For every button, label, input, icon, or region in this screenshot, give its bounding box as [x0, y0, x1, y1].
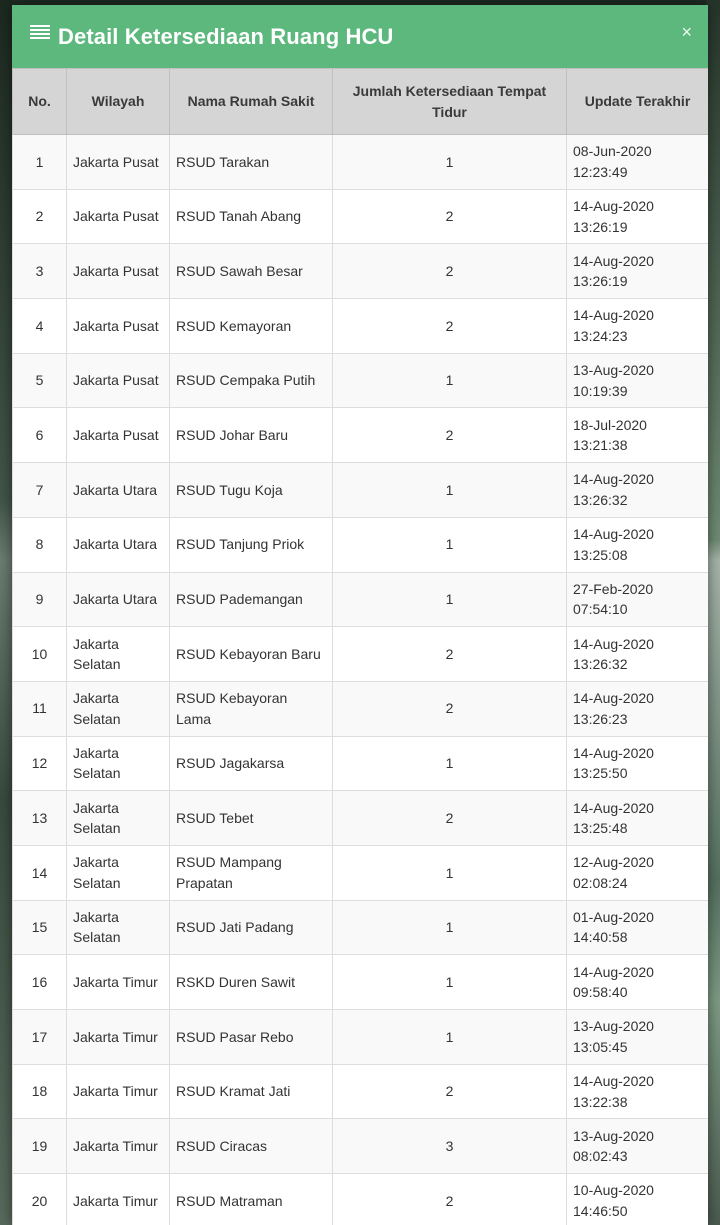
cell-rumah-sakit: RSUD Tebet — [170, 791, 333, 846]
hcu-availability-table — [12, 68, 708, 1225]
cell-jumlah: 1 — [333, 353, 567, 408]
cell-update: 14-Aug-2020 09:58:40 — [567, 955, 709, 1010]
cell-rumah-sakit: RSKD Duren Sawit — [170, 955, 333, 1010]
cell-no: 20 — [13, 1174, 67, 1225]
cell-update: 14-Aug-2020 13:22:38 — [567, 1064, 709, 1119]
cell-jumlah: 3 — [333, 1119, 567, 1174]
column-header-no[interactable]: No. — [13, 69, 67, 135]
cell-jumlah: 1 — [333, 1010, 567, 1065]
table-row — [13, 681, 709, 736]
cell-jumlah: 1 — [333, 572, 567, 627]
cell-jumlah: 2 — [333, 1064, 567, 1119]
cell-wilayah: Jakarta Selatan — [67, 736, 170, 791]
column-header-update[interactable]: Update Terakhir — [567, 69, 709, 135]
modal-title — [30, 24, 393, 50]
table-row — [13, 845, 709, 900]
cell-update: 27-Feb-2020 07:54:10 — [567, 572, 709, 627]
cell-wilayah: Jakarta Pusat — [67, 135, 170, 190]
cell-update: 14-Aug-2020 13:26:32 — [567, 463, 709, 518]
modal-title-text: Detail Ketersediaan Ruang HCU — [58, 23, 394, 49]
column-header-wilayah[interactable]: Wilayah — [67, 69, 170, 135]
cell-wilayah: Jakarta Utara — [67, 517, 170, 572]
table-row — [13, 1010, 709, 1065]
cell-jumlah: 1 — [333, 463, 567, 518]
cell-no: 2 — [13, 189, 67, 244]
cell-update: 14-Aug-2020 13:25:08 — [567, 517, 709, 572]
cell-rumah-sakit: RSUD Jati Padang — [170, 900, 333, 955]
cell-jumlah: 2 — [333, 791, 567, 846]
table-row — [13, 299, 709, 354]
cell-wilayah: Jakarta Selatan — [67, 791, 170, 846]
cell-rumah-sakit: RSUD Mampang Prapatan — [170, 845, 333, 900]
cell-rumah-sakit: RSUD Kemayoran — [170, 299, 333, 354]
cell-jumlah: 2 — [333, 681, 567, 736]
table-row — [13, 900, 709, 955]
hcu-detail-modal — [12, 5, 708, 1225]
cell-wilayah: Jakarta Timur — [67, 1174, 170, 1225]
cell-update: 08-Jun-2020 12:23:49 — [567, 135, 709, 190]
cell-wilayah: Jakarta Pusat — [67, 244, 170, 299]
cell-no: 18 — [13, 1064, 67, 1119]
cell-update: 10-Aug-2020 14:46:50 — [567, 1174, 709, 1225]
cell-rumah-sakit: RSUD Jagakarsa — [170, 736, 333, 791]
cell-jumlah: 1 — [333, 900, 567, 955]
cell-update: 14-Aug-2020 13:26:19 — [567, 244, 709, 299]
column-header-jumlah[interactable]: Jumlah Ketersediaan Tempat Tidur — [333, 69, 567, 135]
cell-rumah-sakit: RSUD Tanah Abang — [170, 189, 333, 244]
table-row — [13, 408, 709, 463]
cell-update: 14-Aug-2020 13:26:19 — [567, 189, 709, 244]
cell-rumah-sakit: RSUD Pasar Rebo — [170, 1010, 333, 1065]
table-header — [13, 69, 709, 135]
cell-no: 5 — [13, 353, 67, 408]
table-row — [13, 463, 709, 518]
cell-rumah-sakit: RSUD Kramat Jati — [170, 1064, 333, 1119]
cell-jumlah: 1 — [333, 845, 567, 900]
cell-no: 6 — [13, 408, 67, 463]
cell-update: 14-Aug-2020 13:26:32 — [567, 627, 709, 682]
cell-jumlah: 1 — [333, 955, 567, 1010]
cell-update: 14-Aug-2020 13:25:48 — [567, 791, 709, 846]
cell-rumah-sakit: RSUD Pademangan — [170, 572, 333, 627]
table-row — [13, 353, 709, 408]
cell-wilayah: Jakarta Utara — [67, 572, 170, 627]
close-button[interactable]: × — [681, 22, 692, 42]
cell-no: 7 — [13, 463, 67, 518]
cell-update: 13-Aug-2020 08:02:43 — [567, 1119, 709, 1174]
table-row — [13, 791, 709, 846]
cell-no: 15 — [13, 900, 67, 955]
cell-wilayah: Jakarta Pusat — [67, 189, 170, 244]
cell-jumlah: 2 — [333, 627, 567, 682]
cell-wilayah: Jakarta Selatan — [67, 681, 170, 736]
table-row — [13, 627, 709, 682]
background-page-right — [706, 0, 720, 1225]
table-row — [13, 572, 709, 627]
table-row — [13, 135, 709, 190]
table-row — [13, 955, 709, 1010]
table-body — [13, 135, 709, 1225]
table-row — [13, 736, 709, 791]
list-icon — [30, 25, 50, 42]
cell-wilayah: Jakarta Timur — [67, 1119, 170, 1174]
cell-rumah-sakit: RSUD Kebayoran Baru — [170, 627, 333, 682]
cell-no: 13 — [13, 791, 67, 846]
cell-wilayah: Jakarta Selatan — [67, 845, 170, 900]
cell-wilayah: Jakarta Pusat — [67, 299, 170, 354]
cell-jumlah: 1 — [333, 736, 567, 791]
cell-wilayah: Jakarta Timur — [67, 955, 170, 1010]
cell-no: 3 — [13, 244, 67, 299]
cell-update: 13-Aug-2020 13:05:45 — [567, 1010, 709, 1065]
cell-jumlah: 1 — [333, 517, 567, 572]
cell-wilayah: Jakarta Selatan — [67, 900, 170, 955]
cell-no: 16 — [13, 955, 67, 1010]
cell-rumah-sakit: RSUD Sawah Besar — [170, 244, 333, 299]
cell-jumlah: 2 — [333, 299, 567, 354]
background-page-left — [0, 0, 12, 1225]
cell-rumah-sakit: RSUD Tanjung Priok — [170, 517, 333, 572]
cell-no: 10 — [13, 627, 67, 682]
cell-update: 12-Aug-2020 02:08:24 — [567, 845, 709, 900]
cell-no: 8 — [13, 517, 67, 572]
cell-jumlah: 2 — [333, 408, 567, 463]
cell-rumah-sakit: RSUD Matraman — [170, 1174, 333, 1225]
cell-wilayah: Jakarta Selatan — [67, 627, 170, 682]
cell-wilayah: Jakarta Pusat — [67, 353, 170, 408]
cell-rumah-sakit: RSUD Kebayoran Lama — [170, 681, 333, 736]
cell-update: 01-Aug-2020 14:40:58 — [567, 900, 709, 955]
cell-no: 4 — [13, 299, 67, 354]
cell-no: 1 — [13, 135, 67, 190]
cell-update: 13-Aug-2020 10:19:39 — [567, 353, 709, 408]
cell-update: 14-Aug-2020 13:25:50 — [567, 736, 709, 791]
cell-update: 14-Aug-2020 13:24:23 — [567, 299, 709, 354]
cell-no: 14 — [13, 845, 67, 900]
cell-no: 12 — [13, 736, 67, 791]
cell-rumah-sakit: RSUD Cempaka Putih — [170, 353, 333, 408]
cell-rumah-sakit: RSUD Tugu Koja — [170, 463, 333, 518]
cell-wilayah: Jakarta Pusat — [67, 408, 170, 463]
cell-rumah-sakit: RSUD Johar Baru — [170, 408, 333, 463]
table-row — [13, 244, 709, 299]
cell-rumah-sakit: RSUD Ciracas — [170, 1119, 333, 1174]
table-row — [13, 1064, 709, 1119]
cell-no: 9 — [13, 572, 67, 627]
cell-wilayah: Jakarta Timur — [67, 1010, 170, 1065]
table-row — [13, 189, 709, 244]
cell-rumah-sakit: RSUD Tarakan — [170, 135, 333, 190]
cell-update: 14-Aug-2020 13:26:23 — [567, 681, 709, 736]
cell-wilayah: Jakarta Utara — [67, 463, 170, 518]
cell-wilayah: Jakarta Timur — [67, 1064, 170, 1119]
cell-update: 18-Jul-2020 13:21:38 — [567, 408, 709, 463]
table-row — [13, 517, 709, 572]
cell-jumlah: 2 — [333, 1174, 567, 1225]
cell-no: 11 — [13, 681, 67, 736]
table-row — [13, 1174, 709, 1225]
column-header-rumah-sakit[interactable]: Nama Rumah Sakit — [170, 69, 333, 135]
cell-no: 19 — [13, 1119, 67, 1174]
cell-jumlah: 2 — [333, 189, 567, 244]
cell-jumlah: 1 — [333, 135, 567, 190]
cell-no: 17 — [13, 1010, 67, 1065]
cell-jumlah: 2 — [333, 244, 567, 299]
modal-header — [12, 5, 708, 68]
table-row — [13, 1119, 709, 1174]
